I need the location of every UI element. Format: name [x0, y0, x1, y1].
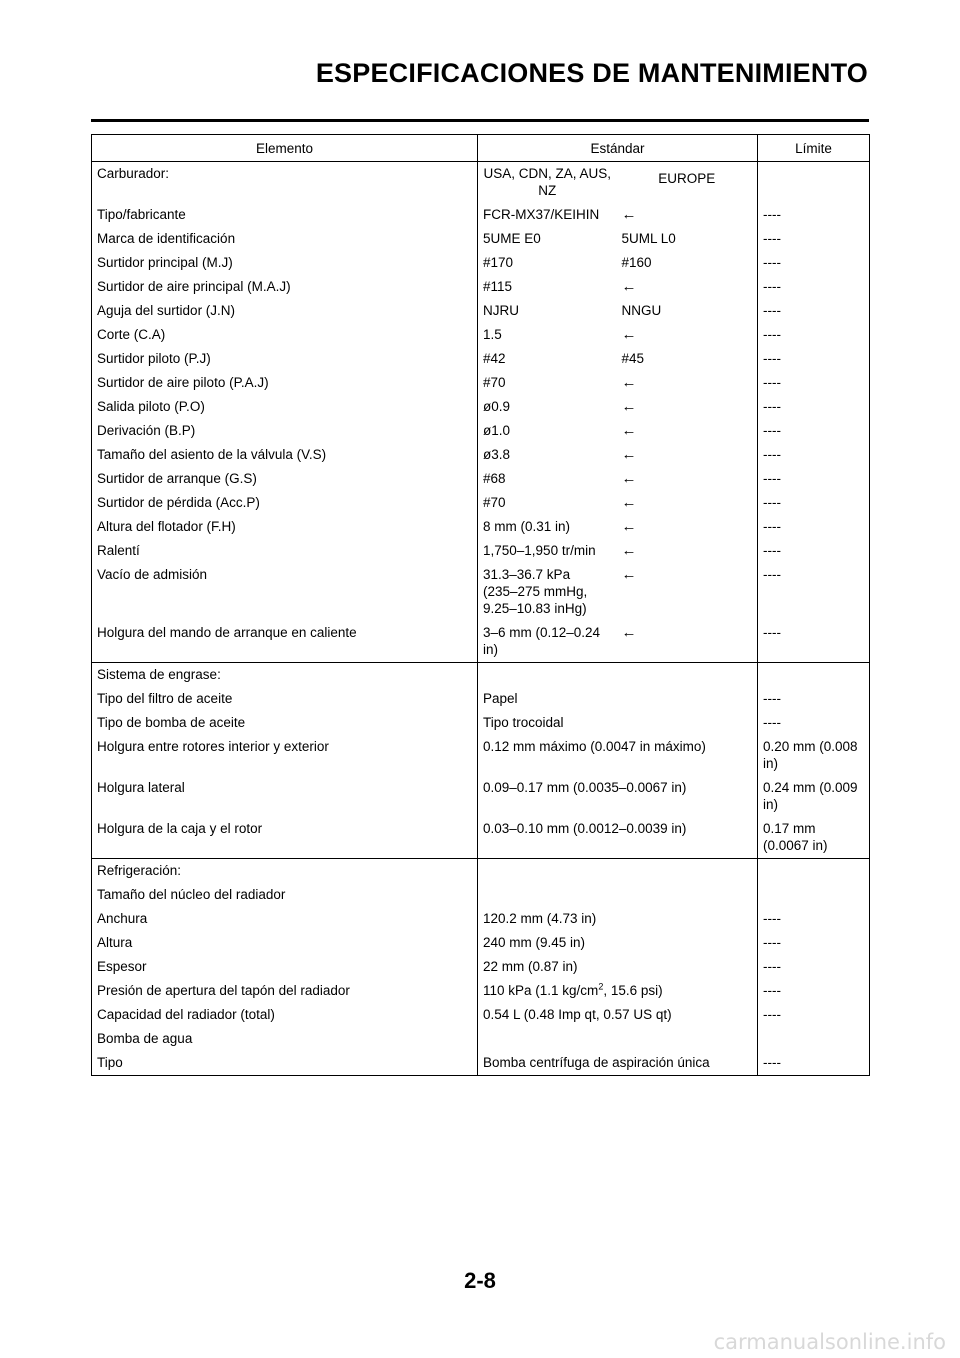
table-row [92, 621, 870, 663]
same-as-left-arrow-icon: ← [621, 518, 637, 535]
item-label: Corte (C.A) [92, 323, 478, 347]
value-usa: 1.5 [478, 323, 617, 347]
value-limit: ---- [758, 275, 870, 299]
item-label: Surtidor de arranque (G.S) [92, 467, 478, 491]
value-limit-line: (0.0067 in) [763, 838, 828, 853]
value-limit: ---- [758, 955, 870, 979]
value-limit-line: in) [763, 756, 779, 771]
section-title-row [92, 663, 870, 688]
item-label: Capacidad del radiador (total) [92, 1003, 478, 1027]
value-usa: ø3.8 [478, 443, 617, 467]
column-header-estandar: Estándar [478, 135, 758, 162]
value-usa: ø1.0 [478, 419, 617, 443]
page-title: ESPECIFICACIONES DE MANTENIMIENTO [315, 58, 868, 88]
value-europe: 5UML L0 [621, 231, 676, 246]
value-limit: ---- [758, 443, 870, 467]
value-limit: ---- [758, 491, 870, 515]
table-row [92, 323, 870, 347]
table-row [92, 275, 870, 299]
value-usa-line: 3–6 mm (0.12–0.24 [483, 625, 601, 640]
table-row [92, 491, 870, 515]
value-limit: ---- [758, 979, 870, 1003]
table-row [92, 443, 870, 467]
item-label: Altura [92, 931, 478, 955]
table-row [92, 299, 870, 323]
value-usa: 8 mm (0.31 in) [478, 515, 617, 539]
value-usa: FCR-MX37/KEIHIN [478, 203, 617, 227]
table-header-row [92, 135, 870, 162]
table-row [92, 371, 870, 395]
value-limit: ---- [758, 515, 870, 539]
value-limit: ---- [758, 371, 870, 395]
table-row [92, 1051, 870, 1076]
value-standard: 240 mm (9.45 in) [478, 931, 758, 955]
same-as-left-arrow-icon: ← [621, 422, 637, 439]
value-usa: 1,750–1,950 tr/min [478, 539, 617, 563]
value-limit: ---- [758, 621, 870, 663]
title-rule [91, 119, 869, 122]
value-limit: ---- [758, 687, 870, 711]
value-limit: ---- [758, 323, 870, 347]
column-header-limite: Límite [758, 135, 870, 162]
item-label: Aguja del surtidor (J.N) [92, 299, 478, 323]
table-row [92, 563, 870, 621]
item-label: Salida piloto (P.O) [92, 395, 478, 419]
value-usa: #170 [478, 251, 617, 275]
value-europe: #45 [621, 351, 645, 366]
group-title-row [92, 1027, 870, 1051]
value-usa: #70 [478, 371, 617, 395]
table-row [92, 515, 870, 539]
value-standard: 0.09–0.17 mm (0.0035–0.0067 in) [478, 776, 758, 817]
value-usa-line: 9.25–10.83 inHg) [483, 601, 587, 616]
value-standard: 0.54 L (0.48 Imp qt, 0.57 US qt) [478, 1003, 758, 1027]
same-as-left-arrow-icon: ← [621, 494, 637, 511]
value-limit: ---- [758, 1051, 870, 1076]
item-label: Surtidor de pérdida (Acc.P) [92, 491, 478, 515]
group-title-row [92, 883, 870, 907]
item-label: Ralentí [92, 539, 478, 563]
page-number: 2-8 [464, 1268, 496, 1293]
same-as-left-arrow-icon: ← [621, 398, 637, 415]
sub-header-europe: EUROPE [658, 171, 716, 186]
value-standard [478, 979, 758, 1003]
same-as-left-arrow-icon: ← [621, 326, 637, 343]
same-as-left-arrow-icon: ← [621, 566, 637, 583]
item-label: Altura del flotador (F.H) [92, 515, 478, 539]
item-label: Tipo/fabricante [92, 203, 478, 227]
value-standard: Bomba centrífuga de aspiración única [478, 1051, 758, 1076]
section-title-row [92, 859, 870, 884]
pressure-value-rest: , 15.6 psi) [603, 983, 663, 998]
same-as-left-arrow-icon: ← [621, 470, 637, 487]
value-usa-line: (235–275 mmHg, [483, 584, 588, 599]
value-usa: ø0.9 [478, 395, 617, 419]
value-europe: NNGU [621, 303, 662, 318]
item-label: Holgura del mando de arranque en caliente [92, 621, 478, 663]
value-usa-line: 31.3–36.7 kPa [483, 567, 571, 582]
value-limit-line: 0.24 mm (0.009 [763, 780, 858, 795]
value-limit: ---- [758, 251, 870, 275]
value-usa: #42 [478, 347, 617, 371]
table-row [92, 1003, 870, 1027]
value-limit [758, 776, 870, 817]
value-limit: ---- [758, 227, 870, 251]
value-usa: #68 [478, 467, 617, 491]
same-as-left-arrow-icon: ← [621, 278, 637, 295]
section-title: Refrigeración: [92, 859, 478, 884]
value-usa-line: in) [483, 642, 499, 657]
section-title: Carburador: [92, 162, 478, 204]
table-row [92, 227, 870, 251]
item-label: Surtidor principal (M.J) [92, 251, 478, 275]
value-standard: 0.12 mm máximo (0.0047 in máximo) [478, 735, 758, 776]
table-row [92, 955, 870, 979]
superscript: 2 [598, 981, 604, 992]
carburador-section [92, 162, 870, 663]
item-label: Espesor [92, 955, 478, 979]
value-standard: Tipo trocoidal [478, 711, 758, 735]
item-label: Anchura [92, 907, 478, 931]
value-limit: ---- [758, 203, 870, 227]
value-usa [478, 563, 617, 621]
value-limit-line: in) [763, 797, 779, 812]
value-limit: ---- [758, 563, 870, 621]
value-limit [758, 817, 870, 859]
value-limit: ---- [758, 347, 870, 371]
value-limit: ---- [758, 931, 870, 955]
group-title: Tamaño del núcleo del radiador [92, 883, 478, 907]
value-limit: ---- [758, 419, 870, 443]
value-standard: 22 mm (0.87 in) [478, 955, 758, 979]
value-limit: ---- [758, 539, 870, 563]
item-label: Holgura entre rotores interior y exterior [92, 735, 478, 776]
item-label: Derivación (B.P) [92, 419, 478, 443]
item-label: Surtidor piloto (P.J) [92, 347, 478, 371]
value-standard: 120.2 mm (4.73 in) [478, 907, 758, 931]
value-limit-line: 0.20 mm (0.008 [763, 739, 858, 754]
item-label: Surtidor de aire piloto (P.A.J) [92, 371, 478, 395]
table-row [92, 347, 870, 371]
table-row [92, 687, 870, 711]
value-limit: ---- [758, 299, 870, 323]
pressure-value: 110 kPa (1.1 kg/cm [483, 983, 599, 998]
same-as-left-arrow-icon: ← [621, 206, 637, 223]
carburador-title-row [92, 162, 870, 204]
value-limit: ---- [758, 907, 870, 931]
value-usa: #70 [478, 491, 617, 515]
item-label: Holgura lateral [92, 776, 478, 817]
table-row [92, 467, 870, 491]
table-row [92, 203, 870, 227]
table-row [92, 979, 870, 1003]
same-as-left-arrow-icon: ← [621, 374, 637, 391]
value-limit-line: 0.17 mm [763, 821, 816, 836]
item-label: Tamaño del asiento de la válvula (V.S) [92, 443, 478, 467]
value-limit: ---- [758, 711, 870, 735]
same-as-left-arrow-icon: ← [621, 446, 637, 463]
value-usa: 5UME E0 [478, 227, 617, 251]
table-row [92, 711, 870, 735]
same-as-left-arrow-icon: ← [617, 621, 758, 663]
refrigeracion-section [92, 859, 870, 1076]
value-usa: NJRU [478, 299, 617, 323]
same-as-left-arrow-icon: ← [621, 542, 637, 559]
value-limit: ---- [758, 1003, 870, 1027]
value-limit: ---- [758, 467, 870, 491]
item-label: Tipo de bomba de aceite [92, 711, 478, 735]
table-row [92, 395, 870, 419]
value-usa: #115 [478, 275, 617, 299]
spec-table [91, 134, 870, 1076]
item-label: Vacío de admisión [92, 563, 478, 621]
table-row [92, 419, 870, 443]
sub-header-usa: USA, CDN, ZA, AUS, NZ [478, 162, 617, 204]
item-label: Surtidor de aire principal (M.A.J) [92, 275, 478, 299]
section-title: Sistema de engrase: [92, 663, 478, 688]
watermark: carmanualsonline.info [713, 1330, 946, 1354]
item-label: Marca de identificación [92, 227, 478, 251]
engrase-section [92, 663, 870, 859]
column-header-elemento: Elemento [92, 135, 478, 162]
table-row [92, 907, 870, 931]
value-standard: 0.03–0.10 mm (0.0012–0.0039 in) [478, 817, 758, 859]
item-label: Tipo [92, 1051, 478, 1076]
item-label: Holgura de la caja y el rotor [92, 817, 478, 859]
value-usa [478, 621, 617, 663]
table-row [92, 817, 870, 859]
item-label: Presión de apertura del tapón del radiador [92, 979, 478, 1003]
value-limit: ---- [758, 395, 870, 419]
table-row [92, 931, 870, 955]
table-row [92, 251, 870, 275]
table-row [92, 735, 870, 776]
value-standard: Papel [478, 687, 758, 711]
group-title: Bomba de agua [92, 1027, 478, 1051]
table-row [92, 776, 870, 817]
value-limit [758, 735, 870, 776]
value-europe: #160 [621, 255, 652, 270]
item-label: Tipo del filtro de aceite [92, 687, 478, 711]
table-row [92, 539, 870, 563]
